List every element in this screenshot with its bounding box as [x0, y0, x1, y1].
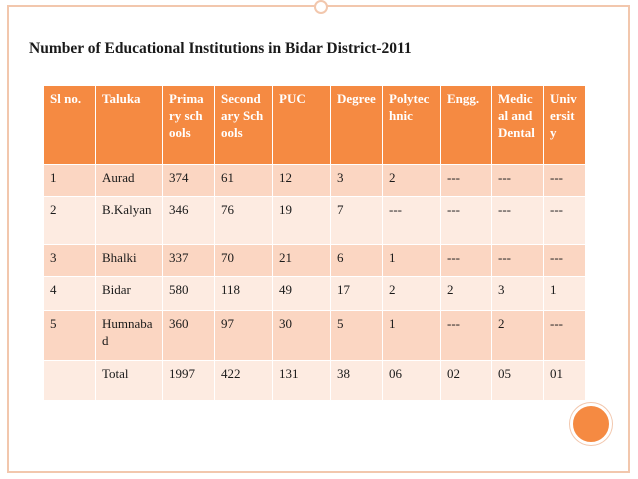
table-cell: --- — [492, 165, 544, 197]
table-cell: 374 — [163, 165, 215, 197]
table-cell: 7 — [331, 197, 383, 245]
table-cell: --- — [492, 245, 544, 277]
table-cell: 3 — [492, 277, 544, 311]
table-cell: 21 — [273, 245, 331, 277]
table-cell: 19 — [273, 197, 331, 245]
header-secondary-schools: Secondary Schools — [215, 86, 273, 165]
table-cell: B.Kalyan — [96, 197, 163, 245]
table-row — [44, 245, 586, 277]
table-cell: 360 — [163, 311, 215, 361]
table-cell: 1 — [44, 165, 96, 197]
header-engg: Engg. — [441, 86, 492, 165]
table-cell: 6 — [331, 245, 383, 277]
table-cell: 02 — [441, 361, 492, 401]
table-cell: --- — [544, 311, 586, 361]
table-cell: 70 — [215, 245, 273, 277]
table-cell: 422 — [215, 361, 273, 401]
table-cell: 2 — [44, 197, 96, 245]
table-cell: 61 — [215, 165, 273, 197]
table-row — [44, 311, 586, 361]
table-cell: --- — [544, 245, 586, 277]
frame-ornament — [314, 0, 328, 14]
header-university: University — [544, 86, 586, 165]
table-cell: Bidar — [96, 277, 163, 311]
table-cell: 5 — [331, 311, 383, 361]
table-cell: 5 — [44, 311, 96, 361]
header-primary-schools: Primary schools — [163, 86, 215, 165]
table-cell: 2 — [383, 165, 441, 197]
table-cell: Aurad — [96, 165, 163, 197]
table-cell: --- — [441, 165, 492, 197]
table-cell: 1 — [383, 245, 441, 277]
table-cell: 3 — [331, 165, 383, 197]
table-cell: 97 — [215, 311, 273, 361]
header-sl-no: Sl no. — [44, 86, 96, 165]
table-cell: 2 — [441, 277, 492, 311]
table-cell: Humnabad — [96, 311, 163, 361]
table-cell: 05 — [492, 361, 544, 401]
slide-nav-circle-button[interactable] — [570, 403, 612, 445]
table-cell: --- — [441, 311, 492, 361]
table-cell: Total — [96, 361, 163, 401]
table-cell: 2 — [383, 277, 441, 311]
table-cell: 3 — [44, 245, 96, 277]
table-cell — [44, 361, 96, 401]
table-cell: 2 — [492, 311, 544, 361]
table-row — [44, 197, 586, 245]
table-cell: 12 — [273, 165, 331, 197]
table-cell: Bhalki — [96, 245, 163, 277]
table-cell: --- — [492, 197, 544, 245]
table-cell: 1 — [544, 277, 586, 311]
table-cell: 1 — [383, 311, 441, 361]
table-cell: --- — [544, 165, 586, 197]
table-cell: 06 — [383, 361, 441, 401]
table-row — [44, 165, 586, 197]
table-cell: 17 — [331, 277, 383, 311]
table-row — [44, 277, 586, 311]
table-cell: 01 — [544, 361, 586, 401]
table-cell: 118 — [215, 277, 273, 311]
header-degree: Degree — [331, 86, 383, 165]
table-cell: 337 — [163, 245, 215, 277]
table-cell: --- — [544, 197, 586, 245]
table-cell: 1997 — [163, 361, 215, 401]
table-cell: 131 — [273, 361, 331, 401]
table-cell: --- — [441, 197, 492, 245]
table-cell: 346 — [163, 197, 215, 245]
table-header-row — [44, 86, 586, 165]
table-cell: 76 — [215, 197, 273, 245]
institutions-table — [43, 85, 586, 401]
slide-title: Number of Educational Institutions in Bidar District-2011 — [29, 40, 412, 57]
table-cell: 30 — [273, 311, 331, 361]
table-cell: --- — [441, 245, 492, 277]
header-taluka: Taluka — [96, 86, 163, 165]
table-cell: 580 — [163, 277, 215, 311]
header-puc: PUC — [273, 86, 331, 165]
table-total-row — [44, 361, 586, 401]
table-cell: 38 — [331, 361, 383, 401]
table-cell: 4 — [44, 277, 96, 311]
header-polytechnic: Polytechnic — [383, 86, 441, 165]
table-cell: --- — [383, 197, 441, 245]
header-medical-dental: Medical and Dental — [492, 86, 544, 165]
table-cell: 49 — [273, 277, 331, 311]
